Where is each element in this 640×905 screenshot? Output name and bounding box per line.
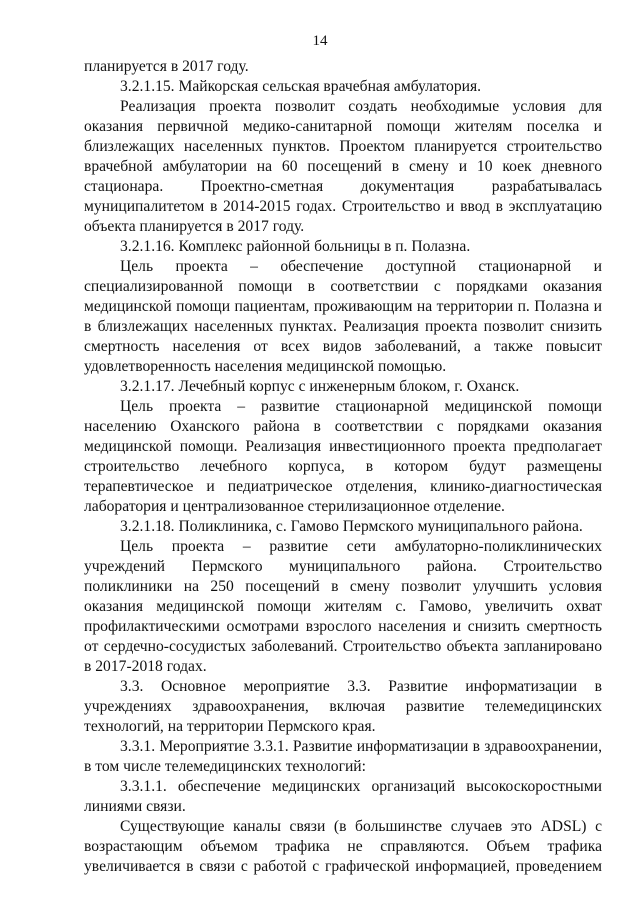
paragraph: планируется в 2017 году. (84, 58, 249, 75)
section-heading: 3.3. Основное мероприятие 3.3. Развитие информатизации в учреждениях здравоохранения, включая развитие телемедицинских технологий, на территории Пермского края. (84, 678, 602, 735)
paragraph: Цель проекта – развитие сети амбулаторно-поликлинических учреждений Пермского муниципального района. Строительство поликлиники на 250 посещений в смену позволит улучшить условия оказания медицинской помощи жителям с. Гамово, увеличить охват профилактическими осмотрами взрослого населения и снизить смертность от сердечно-сосудистых заболеваний. Строительство объекта запланировано в 2017-2018 годах. (84, 538, 602, 675)
section-heading: 3.2.1.17. Лечебный корпус с инженерным блоком, г. Оханск. (120, 378, 520, 395)
section-heading: 3.2.1.18. Поликлиника, с. Гамово Пермского муниципального района. (120, 518, 583, 535)
paragraph: Существующие каналы связи (в большинстве случаев это ADSL) с возрастающим объемом трафика не справляются. Объем трафика увеличивается в связи с работой с графической информацией, проведением (84, 818, 602, 875)
section-heading: 3.3.1. Мероприятие 3.3.1. Развитие информатизации в здравоохранении, в том числе телемедицинских технологий: (84, 738, 602, 775)
page-number: 14 (312, 33, 328, 49)
paragraph: Цель проекта – развитие стационарной медицинской помощи населению Оханского района в соответствии с порядками оказания медицинской помощи. Реализация инвестиционного проекта предполагает строительство лечебного корпуса, в котором будут размещены терапевтическое и педиатрическое отделения, клинико-диагностическая лаборатория и централизованное стерилизационное отделение. (84, 398, 602, 515)
list-item: 3.3.1.1. обеспечение медицинских организаций высокоскоростными линиями связи. (84, 778, 602, 815)
paragraph: Реализация проекта позволит создать необходимые условия для оказания первичной медико-санитарной помощи жителям поселка и близлежащих населенных пунктов. Проектом планируется строительство врачебной амбулатории на 60 посещений в смену и 10 коек дневного стационара. Проектно-сметная документация разрабатывалась муниципалитетом в 2014-2015 годах. Строительство и ввод в эксплуатацию объекта планируется в 2017 году. (84, 98, 602, 235)
document-body (84, 57, 602, 877)
section-heading: 3.2.1.15. Майкорская сельская врачебная амбулатория. (120, 78, 482, 95)
paragraph: Цель проекта – обеспечение доступной стационарной и специализированной помощи в соответствии с порядками оказания медицинской помощи пациентам, проживающим на территории п. Полазна и в близлежащих населенных пунктах. Реализация проекта позволит снизить смертность населения от всех видов заболеваний, а также повысит удовлетворенность населения медицинской помощью. (84, 258, 602, 375)
section-heading: 3.2.1.16. Комплекс районной больницы в п. Полазна. (120, 238, 471, 255)
